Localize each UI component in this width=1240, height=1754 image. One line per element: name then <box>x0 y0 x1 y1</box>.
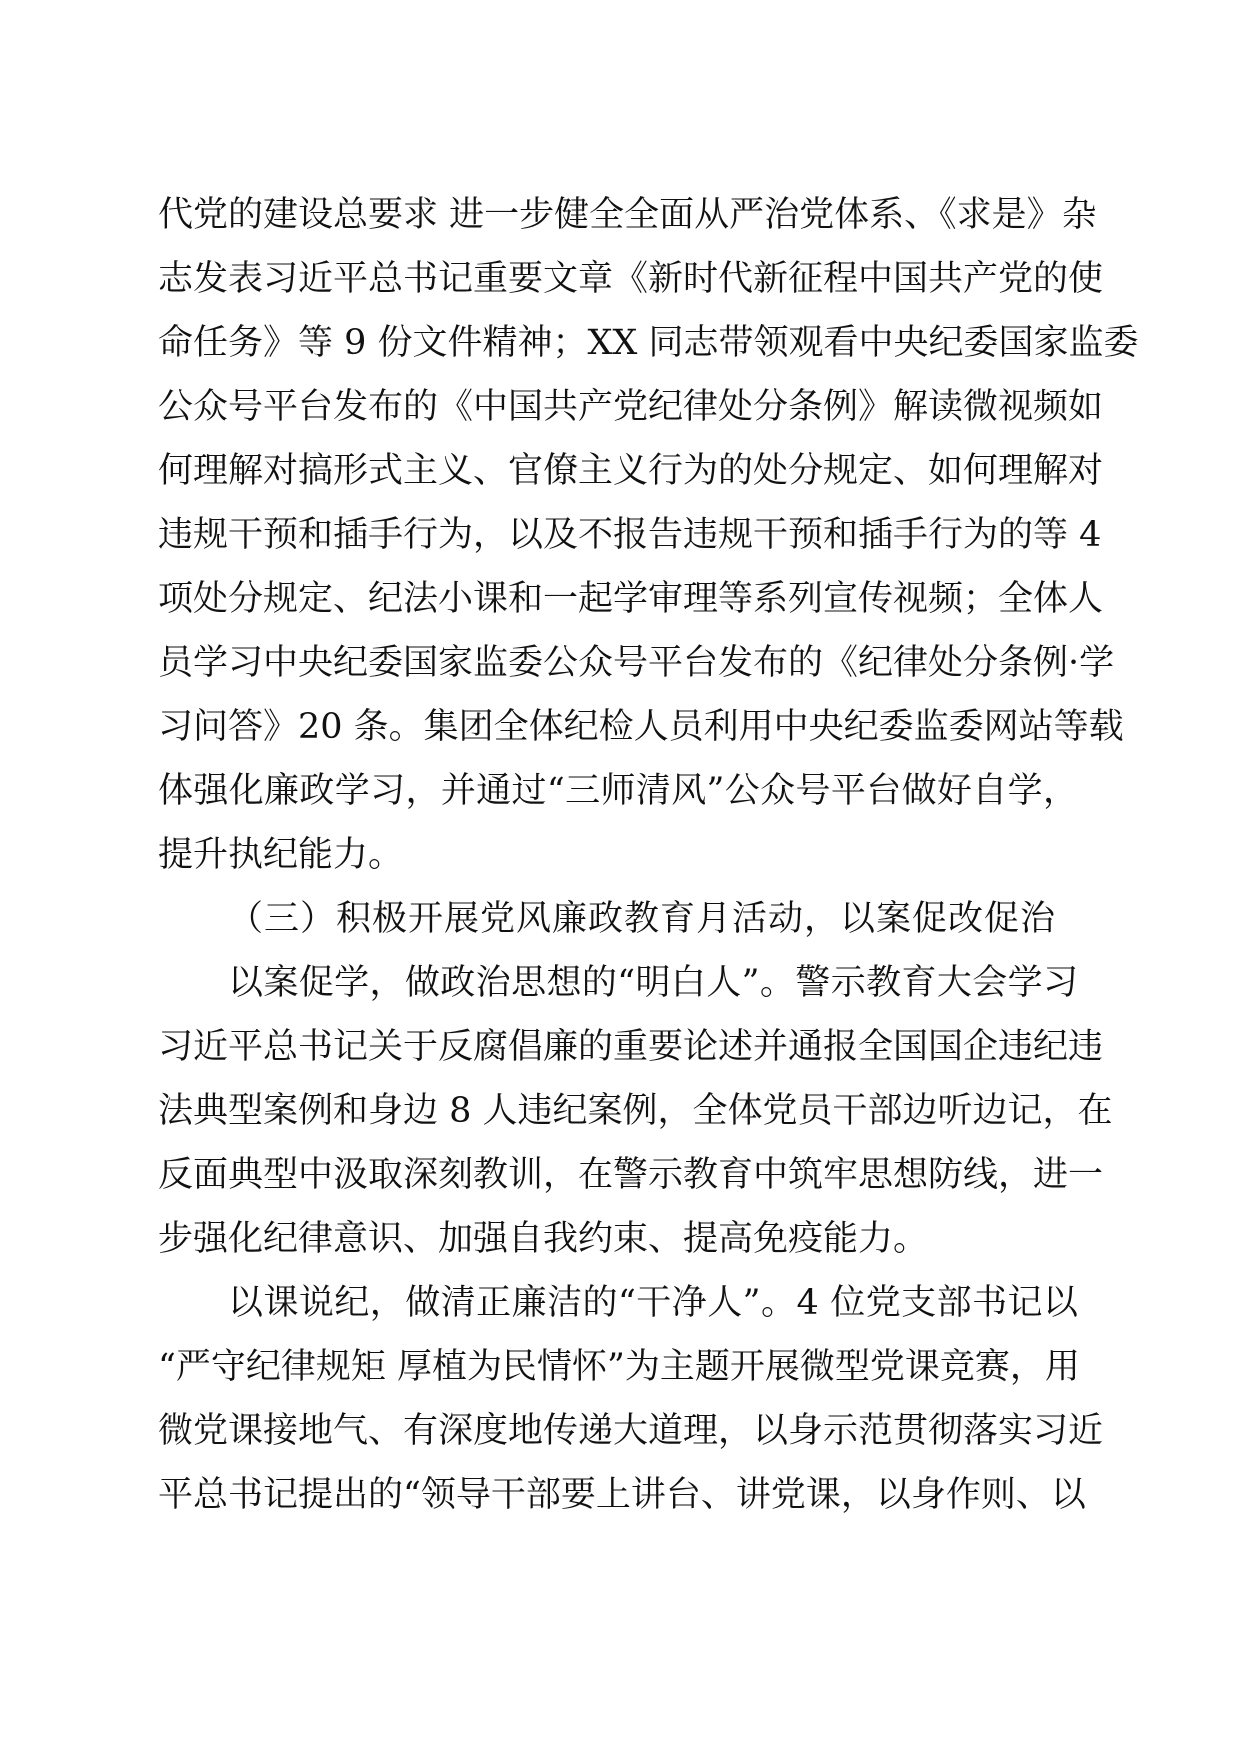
section-heading-3: （三）积极开展党风廉政教育月活动，以案促改促治 <box>228 899 1057 939</box>
paragraph-study-documents <box>158 183 1139 887</box>
text-line: 代党的建设总要求 进一步健全全面从严治党体系、《求是》杂 <box>158 195 1097 235</box>
text-line: 公众号平台发布的《中国共产党纪律处分条例》解读微视频如 <box>158 387 1104 427</box>
text-line: 何理解对搞形式主义、官僚主义行为的处分规定、如何理解对 <box>158 451 1104 491</box>
text-line: 以案促学，做政治思想的“明白人”。警示教育大会学习 <box>228 963 1078 1003</box>
text-line: 以课说纪，做清正廉洁的“干净人”。4 位党支部书记以 <box>228 1283 1078 1323</box>
text-line: 习近平总书记关于反腐倡廉的重要论述并通报全国国企违纪违 <box>158 1027 1104 1067</box>
paragraph-party-lesson <box>158 1271 1104 1527</box>
text-line: 法典型案例和身边 8 人违纪案例，全体党员干部边听边记，在 <box>158 1091 1113 1131</box>
text-line: 违规干预和插手行为，以及不报告违规干预和插手行为的等 4 <box>158 515 1102 555</box>
text-line: “严守纪律规矩 厚植为民情怀”为主题开展微型党课竞赛，用 <box>158 1347 1080 1387</box>
text-line: 志发表习近平总书记重要文章《新时代新征程中国共产党的使 <box>158 259 1104 299</box>
text-line: 步强化纪律意识、加强自我约束、提高免疫能力。 <box>158 1219 929 1259</box>
paragraph-case-study <box>158 951 1113 1271</box>
text-line: 员学习中央纪委国家监委公众号平台发布的《纪律处分条例·学 <box>158 643 1115 683</box>
text-line: 体强化廉政学习，并通过“三师清风”公众号平台做好自学， <box>158 771 1078 811</box>
text-line: 命任务》等 9 份文件精神；XX 同志带领观看中央纪委国家监委 <box>158 323 1139 363</box>
text-line: 提升执纪能力。 <box>158 835 404 875</box>
text-line: 微党课接地气、有深度地传递大道理，以身示范贯彻落实习近 <box>158 1411 1104 1451</box>
text-line: 反面典型中汲取深刻教训，在警示教育中筑牢思想防线，进一 <box>158 1155 1104 1195</box>
document-body <box>158 183 1139 1527</box>
text-line: 项处分规定、纪法小课和一起学审理等系列宣传视频；全体人 <box>158 579 1104 619</box>
text-line: 平总书记提出的“领导干部要上讲台、讲党课，以身作则、以 <box>158 1475 1086 1515</box>
text-line: 习问答》20 条。集团全体纪检人员利用中央纪委监委网站等载 <box>158 707 1124 747</box>
